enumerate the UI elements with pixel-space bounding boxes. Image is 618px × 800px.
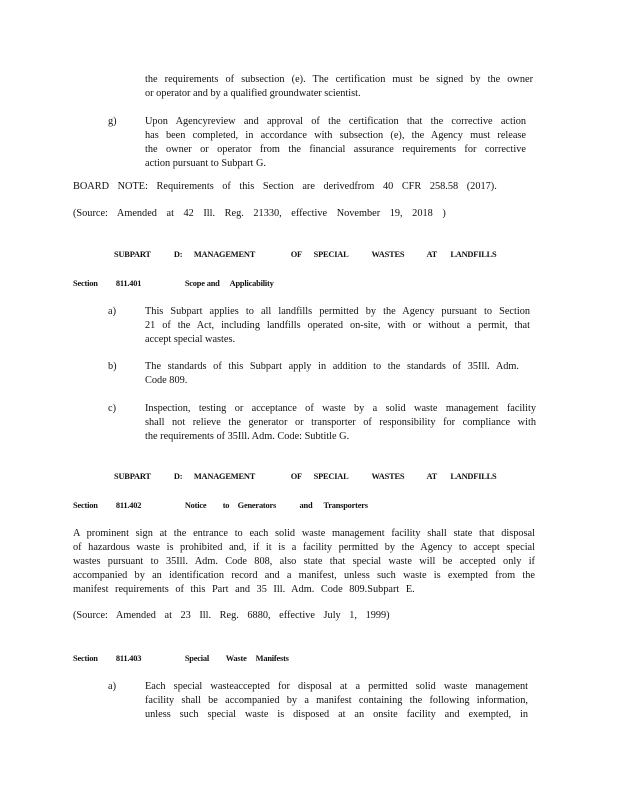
subsection-c-label: c) <box>108 403 116 414</box>
text-line: has been completed, in accordance with subsection (e), the Agency must release <box>145 130 526 141</box>
section-title-word: Manifests <box>255 654 289 663</box>
text-line: This Subpart applies to all landfills permitted by the Agency pursuant to Section <box>145 306 530 317</box>
subsection-a-label: a) <box>108 681 116 692</box>
subpart-letter: D: <box>173 472 183 481</box>
heading-word: AT <box>426 472 438 481</box>
text-line: or operator and by a qualified groundwater scientist. <box>145 88 361 99</box>
source-note-2: (Source: Amended at 23 Ill. Reg. 6880, effective July 1, 1999) <box>73 610 390 621</box>
text-line: Each special wasteaccepted for disposal at a permitted solid waste management <box>145 681 528 692</box>
subsection-a-text <box>145 305 530 347</box>
heading-word: SPECIAL <box>313 250 349 259</box>
subsection-c-text <box>145 402 536 444</box>
heading-word: OF <box>290 472 302 481</box>
text-line: Code 809. <box>145 375 188 386</box>
subsection-a-text <box>145 680 528 722</box>
heading-word: SPECIAL <box>313 472 349 481</box>
heading-word: OF <box>290 250 302 259</box>
section-word: Section <box>73 279 98 288</box>
subsection-b-label: b) <box>108 361 117 372</box>
section-title-word: Waste <box>225 654 247 663</box>
text-line: Upon Agencyreview and approval of the certification that the corrective action <box>145 116 526 127</box>
text-line: the requirements of subsection (e). The certification must be signed by the owner <box>145 74 533 85</box>
subsection-e-continuation <box>145 73 533 101</box>
text-line: action pursuant to Subpart G. <box>145 158 266 169</box>
subpart-word: SUBPART <box>114 250 151 259</box>
subsection-g-label: g) <box>108 116 117 127</box>
section-title-word: and <box>299 501 313 510</box>
source-note-1: (Source: Amended at 42 Ill. Reg. 21330, effective November 19, 2018 ) <box>73 208 446 219</box>
text-line: The standards of this Subpart apply in addition to the standards of 35Ill. Adm. <box>145 361 519 372</box>
section-number: 811.402 <box>115 501 142 510</box>
subsection-a-label: a) <box>108 306 116 317</box>
section-402-body <box>73 527 535 597</box>
heading-word: WASTES <box>371 250 405 259</box>
heading-word: WASTES <box>371 472 405 481</box>
text-line: Inspection, testing or acceptance of waste by a solid waste management facility <box>145 403 536 414</box>
text-line: the requirements of 35Ill. Adm. Code: Subtitle G. <box>145 431 350 442</box>
heading-word: AT <box>426 250 438 259</box>
section-heading-811-403 <box>73 654 289 663</box>
section-title-word: Applicability <box>229 279 274 288</box>
heading-word: LANDFILLS <box>450 472 497 481</box>
subpart-letter: D: <box>173 250 183 259</box>
heading-word: LANDFILLS <box>450 250 497 259</box>
section-word: Section <box>73 654 98 663</box>
section-number: 811.401 <box>115 279 142 288</box>
subpart-heading <box>114 472 496 481</box>
subpart-word: SUBPART <box>114 472 151 481</box>
section-title-word: to <box>222 501 230 510</box>
board-note: BOARD NOTE: Requirements of this Section are derivedfrom 40 CFR 258.58 (2017). <box>73 181 497 192</box>
text-line: unless such special waste is disposed at an onsite facility and exempted, in <box>145 709 528 720</box>
section-title-word: Generators <box>237 501 277 510</box>
subsection-g-text <box>145 115 526 171</box>
text-line: accompanied by an identification record and a manifest, unless such waste is exempted from the <box>73 570 535 581</box>
subpart-heading <box>114 250 496 259</box>
text-line: 21 of the Act, including landfills operated on-site, with or without a permit, that <box>145 320 530 331</box>
section-title-word: Transporters <box>323 501 368 510</box>
text-line: manifest requirements of this Part and 35 Ill. Adm. Code 809.Subpart E. <box>73 584 415 595</box>
text-line: shall not relieve the generator or transporter of responsibility for compliance with <box>145 417 536 428</box>
text-line: the owner or operator from the financial assurance requirements for corrective <box>145 144 526 155</box>
section-heading-811-401 <box>73 279 274 288</box>
text-line: facility shall be accompanied by a manifest containing the following information, <box>145 695 528 706</box>
text-line: of hazardous waste is prohibited and, if it is a facility permitted by the Agency to accept special <box>73 542 535 553</box>
heading-word: MANAGEMENT <box>193 250 256 259</box>
heading-word: MANAGEMENT <box>193 472 256 481</box>
section-word: Section <box>73 501 98 510</box>
subsection-b-text <box>145 360 519 388</box>
text-line: accept special wastes. <box>145 334 236 345</box>
text-line: wastes pursuant to 35Ill. Adm. Code 808, also state that special waste will be accepted only if <box>73 556 535 567</box>
section-number: 811.403 <box>115 654 142 663</box>
section-title-word: and <box>206 279 220 288</box>
section-heading-811-402 <box>73 501 368 510</box>
text-line: A prominent sign at the entrance to each solid waste management facility shall state that disposal <box>73 528 535 539</box>
section-title-word: Scope <box>184 279 205 288</box>
section-title-word: Special <box>184 654 210 663</box>
section-title-word: Notice <box>184 501 207 510</box>
